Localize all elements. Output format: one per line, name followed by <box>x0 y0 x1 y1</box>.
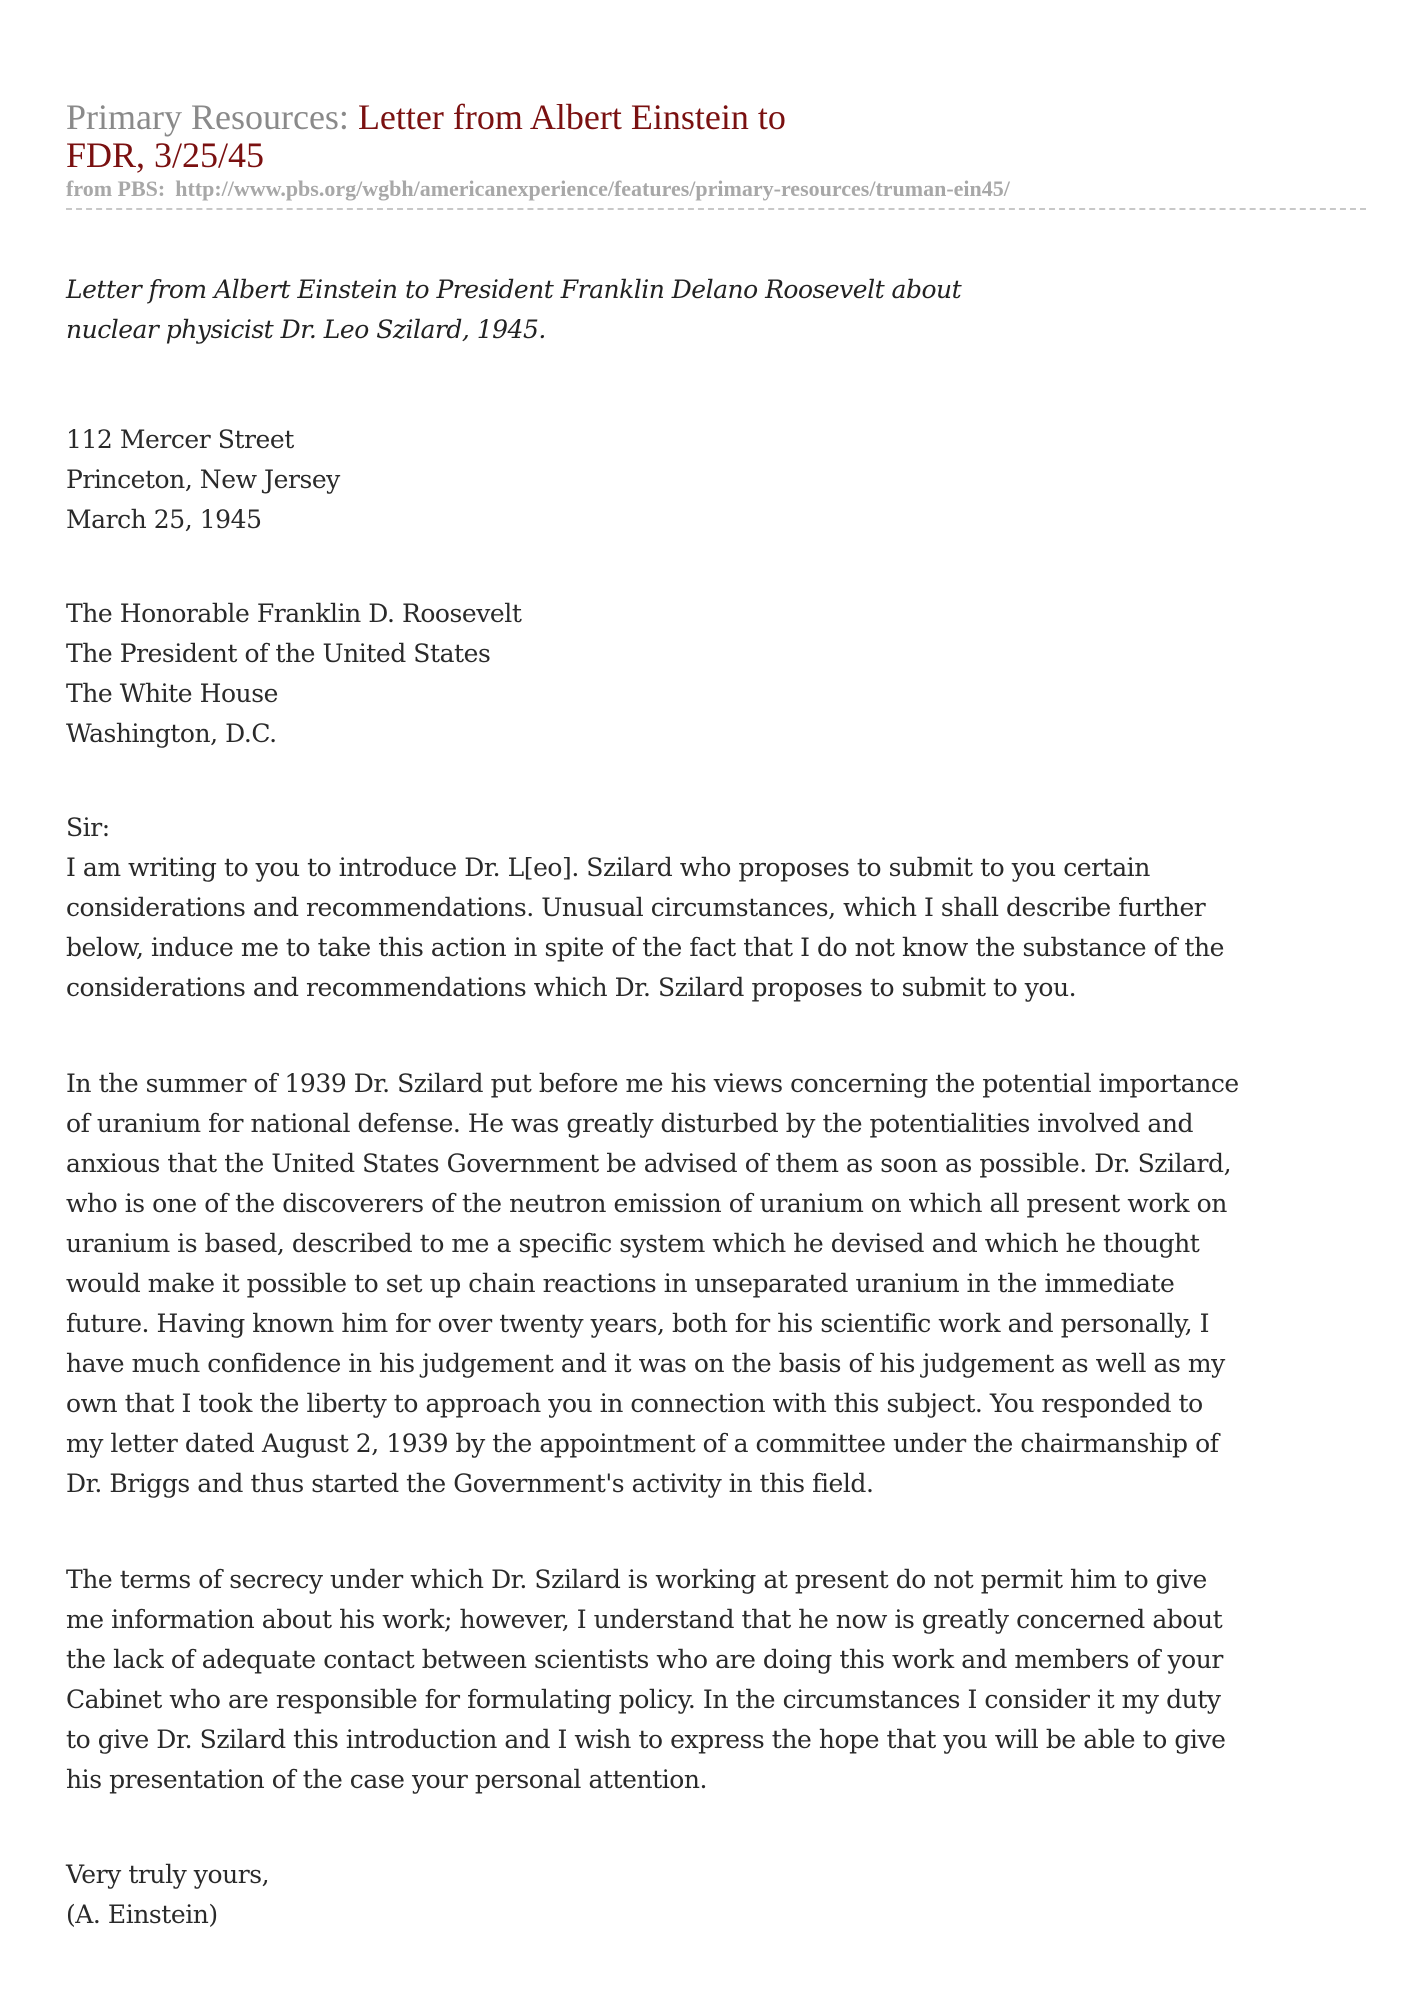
paragraph-line: below, induce me to take this action in spite of the fact that I do not know the substance of the <box>66 933 1225 962</box>
paragraph-line: to give Dr. Szilard this introduction and I wish to express the hope that you will be able to give <box>66 1725 1226 1754</box>
paragraph-line: I am writing to you to introduce Dr. L[eo]. Szilard who proposes to submit to you certain <box>66 853 1150 882</box>
paragraph-line: would make it possible to set up chain reactions in unseparated uranium in the immediate <box>66 1269 1175 1298</box>
sender-city: Princeton, New Jersey <box>66 465 340 494</box>
paragraph-2 <box>66 1064 1366 1504</box>
dashed-divider <box>66 208 1366 210</box>
recipient-line: The President of the United States <box>66 639 491 668</box>
source-label: from PBS: <box>66 176 166 201</box>
title-line-2: FDR, 3/25/45 <box>66 135 265 175</box>
paragraph-line: his presentation of the case your personal attention. <box>66 1765 707 1794</box>
paragraph-3 <box>66 1560 1366 1800</box>
letter-closing <box>66 1855 1366 1935</box>
paragraph-line: me information about his work; however, I understand that he now is greatly concerned about <box>66 1605 1223 1634</box>
letter-body-start <box>66 808 1366 1008</box>
intro-caption <box>66 270 1366 350</box>
paragraph-line: uranium is based, described to me a specific system which he devised and which he thought <box>66 1229 1200 1258</box>
intro-line-2: nuclear physicist Dr. Leo Szilard, 1945. <box>66 315 546 344</box>
recipient-line: The Honorable Franklin D. Roosevelt <box>66 599 522 628</box>
salutation: Sir: <box>66 813 110 842</box>
sender-address <box>66 420 1366 540</box>
intro-line-1: Letter from Albert Einstein to President Franklin Delano Roosevelt about <box>66 275 962 304</box>
paragraph-line: future. Having known him for over twenty years, both for his scientific work and personally, I <box>66 1309 1210 1338</box>
paragraph-line: anxious that the United States Government be advised of them as soon as possible. Dr. Szilard, <box>66 1149 1232 1178</box>
paragraph-line: have much confidence in his judgement and it was on the basis of his judgement as well as my <box>66 1349 1225 1378</box>
paragraph-line: my letter dated August 2, 1939 by the appointment of a committee under the chairmanship of <box>66 1429 1219 1458</box>
paragraph-line: Cabinet who are responsible for formulating policy. In the circumstances I consider it my duty <box>66 1685 1221 1714</box>
page-title <box>66 98 1366 174</box>
source-url: http://www.pbs.org/wgbh/americanexperience/features/primary-resources/truman-ein45/ <box>175 176 1010 201</box>
paragraph-line: considerations and recommendations. Unusual circumstances, which I shall describe further <box>66 893 1206 922</box>
title-line-1: Letter from Albert Einstein to <box>357 97 786 137</box>
paragraph-1 <box>66 848 1366 1008</box>
paragraph-line: who is one of the discoverers of the neutron emission of uranium on which all present work on <box>66 1189 1227 1218</box>
valediction: Very truly yours, <box>66 1860 270 1889</box>
paragraph-line: considerations and recommendations which Dr. Szilard proposes to submit to you. <box>66 973 1077 1002</box>
signature: (A. Einstein) <box>66 1900 218 1929</box>
document-page <box>66 98 1366 1935</box>
sender-street: 112 Mercer Street <box>66 425 294 454</box>
paragraph-line: The terms of secrecy under which Dr. Szilard is working at present do not permit him to give <box>66 1565 1207 1594</box>
paragraph-line: In the summer of 1939 Dr. Szilard put before me his views concerning the potential importance <box>66 1069 1239 1098</box>
recipient-line: Washington, D.C. <box>66 719 277 748</box>
source-line <box>66 176 1366 202</box>
title-prefix: Primary Resources: <box>66 97 358 137</box>
paragraph-line: Dr. Briggs and thus started the Government's activity in this field. <box>66 1469 874 1498</box>
letter-date: March 25, 1945 <box>66 505 262 534</box>
paragraph-line: own that I took the liberty to approach you in connection with this subject. You responded to <box>66 1389 1203 1418</box>
recipient-address <box>66 594 1366 754</box>
paragraph-line: the lack of adequate contact between scientists who are doing this work and members of your <box>66 1645 1223 1674</box>
recipient-line: The White House <box>66 679 278 708</box>
paragraph-line: of uranium for national defense. He was greatly disturbed by the potentialities involved and <box>66 1109 1194 1138</box>
